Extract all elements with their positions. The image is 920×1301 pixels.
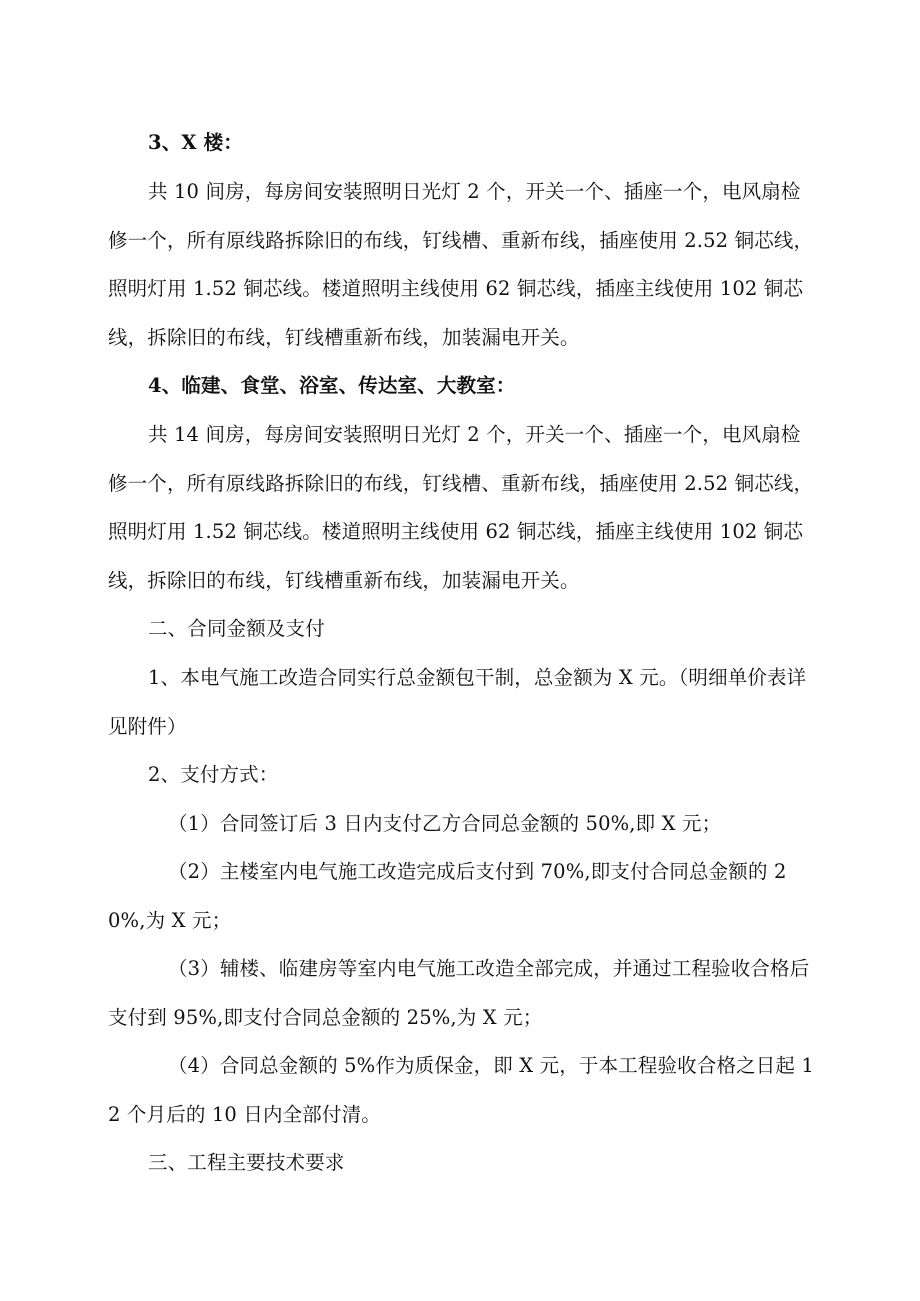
section-3-body: 共 10 间房，每房间安装照明日光灯 2 个，开关一个、插座一个，电风扇检修一个，所有原线路拆除旧的布线，钉线槽、重新布线，插座使用 2.52 铜芯线，照明灯用 1.52 铜芯线。楼道照明主线使用 62 铜芯线，插座主线使用 102 铜芯线，拆除旧的布线，钉线槽重新布线，加装漏电开关。 [108, 180, 814, 349]
part-2-heading: 二、合同金额及支付 [148, 617, 325, 640]
payment-term-1: （1）合同签订后 3 日内支付乙方合同总金额的 50%,即 X 元； [168, 812, 722, 835]
section-4-heading: 4、临建、食堂、浴室、传达室、大教室： [148, 374, 516, 397]
part-2-item-1: 1、本电气施工改造合同实行总金额包干制，总金额为 X 元。（明细单价表详见附件） [108, 666, 807, 738]
part-3-heading: 三、工程主要技术要求 [148, 1151, 345, 1174]
part-2-item-2: 2、支付方式： [148, 763, 279, 786]
payment-term-2: （2）主楼室内电气施工改造完成后支付到 70%,即支付合同总金额的 20%,为 X 元； [108, 860, 787, 932]
section-3-heading: 3、X 楼： [148, 131, 243, 154]
payment-term-4: （4）合同总金额的 5%作为质保金，即 X 元，于本工程验收合格之日起 12 个月后的 10 日内全部付清。 [108, 1054, 814, 1126]
payment-term-3: （3）辅楼、临建房等室内电气施工改造全部完成，并通过工程验收合格后支付到 95%,即支付合同总金额的 25%,为 X 元； [108, 957, 810, 1029]
section-4-body: 共 14 间房，每房间安装照明日光灯 2 个，开关一个、插座一个，电风扇检修一个，所有原线路拆除旧的布线，钉线槽、重新布线，插座使用 2.52 铜芯线，照明灯用 1.52 铜芯线。楼道照明主线使用 62 铜芯线，插座主线使用 102 铜芯线，拆除旧的布线，钉线槽重新布线，加装漏电开关。 [108, 423, 814, 592]
